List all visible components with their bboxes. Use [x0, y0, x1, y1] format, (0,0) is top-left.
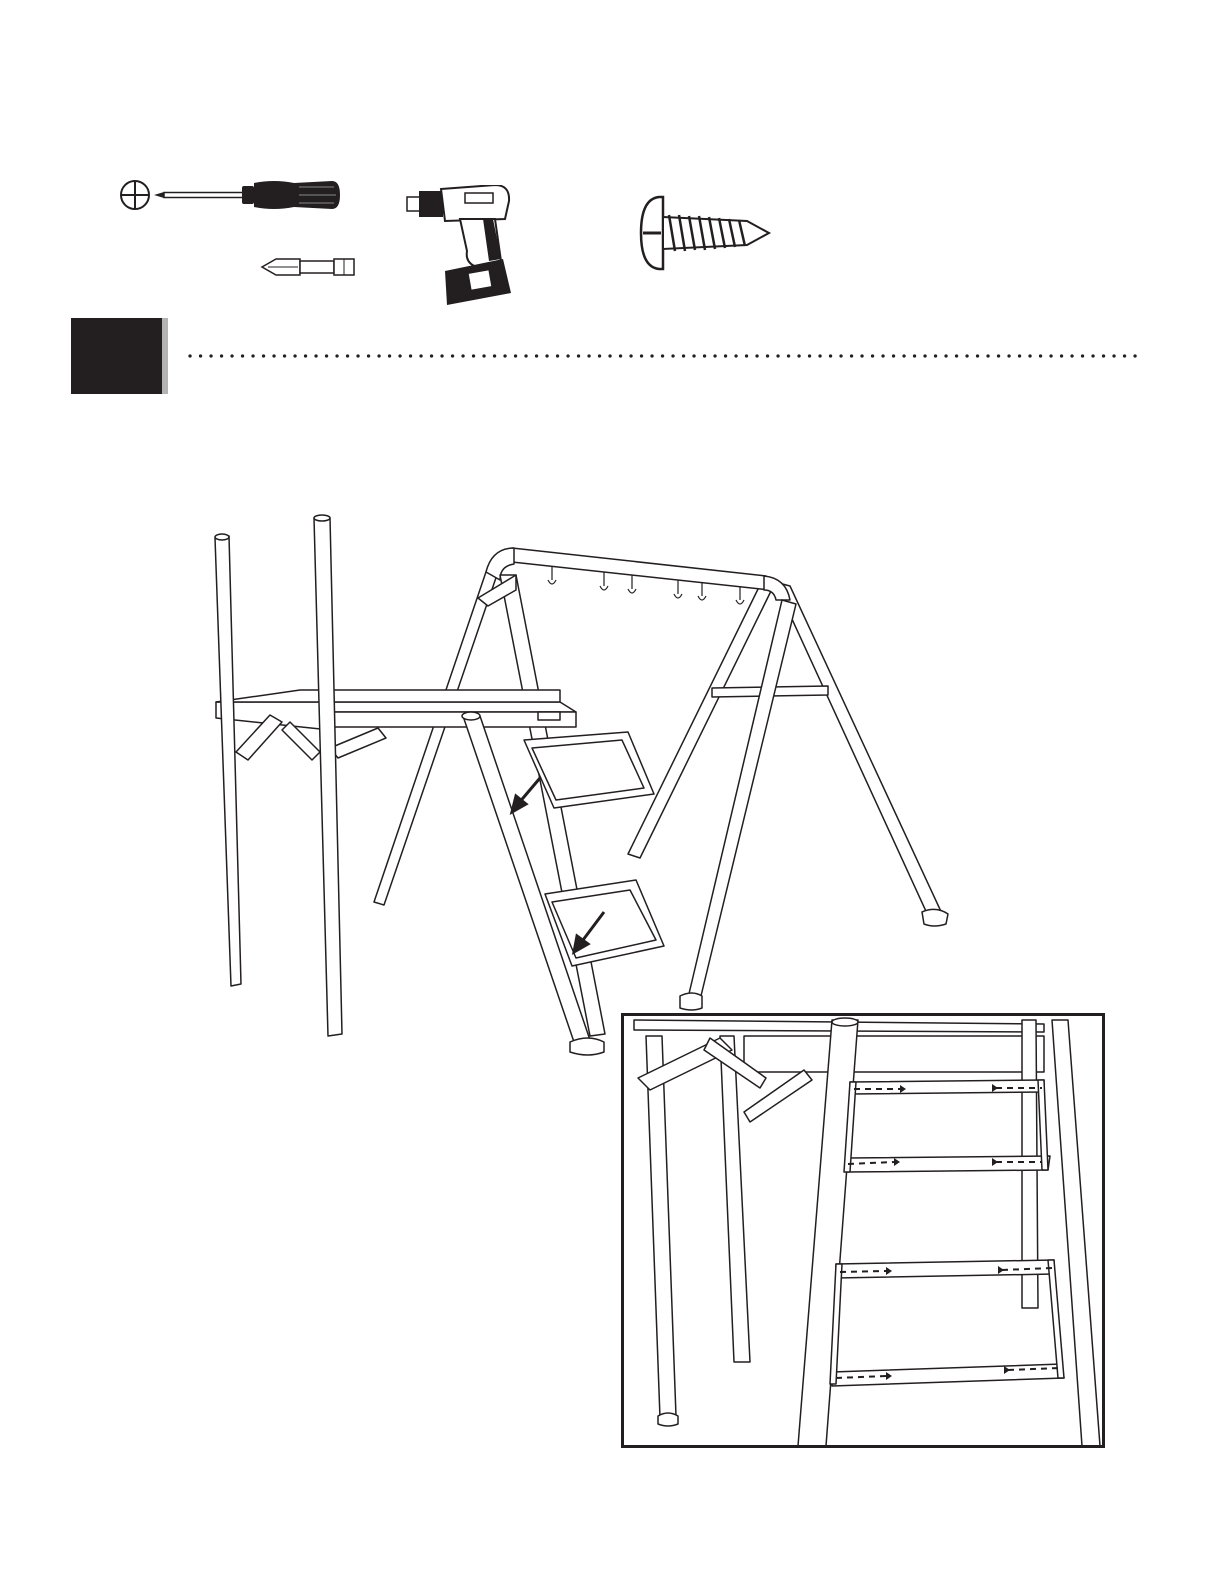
detail-inset [621, 1013, 1105, 1448]
screw-icon [886, 1084, 1010, 1380]
ladder-rung-detail-diagram [624, 1016, 1105, 1448]
